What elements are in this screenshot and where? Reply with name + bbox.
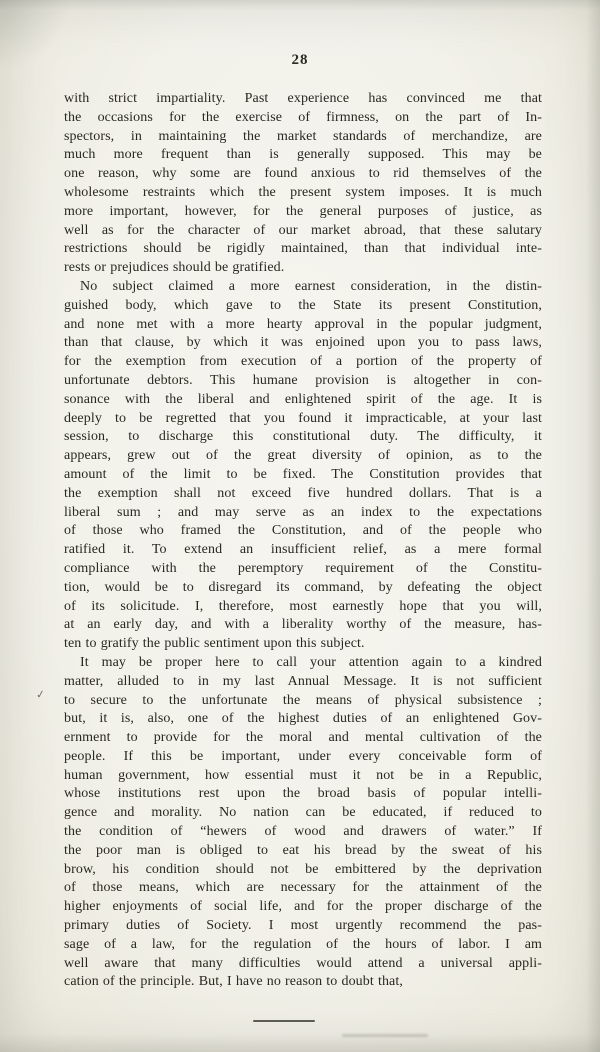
text-line: sage of a law, for the regulation of the hours of labor. I am: [64, 936, 542, 952]
text-line: one reason, why some are found anxious to rid themselves of the: [64, 166, 542, 182]
text-line: higher enjoyments of social life, and for the proper discharge of the: [64, 899, 542, 915]
text-line: cation of the principle. But, I have no reason to doubt that,: [64, 974, 403, 990]
text-line: brow, his condition should not be embittered by the deprivation: [64, 861, 542, 877]
text-line: the exemption shall not exceed five hundred dollars. That is a: [64, 485, 542, 501]
paragraph: [64, 278, 542, 654]
text-line: guished body, which gave to the State its present Constitution,: [64, 297, 542, 313]
text-line: much more frequent than is generally supposed. This may be: [64, 147, 542, 163]
text-line: It may be proper here to call your attention again to a kindred: [80, 654, 542, 670]
text-line: compliance with the peremptory requirement of the Constitu-: [64, 560, 542, 576]
text-line: people. If this be important, under every conceivable form of: [64, 748, 542, 764]
text-line: wholesome restraints which the present system imposes. It is much: [64, 184, 542, 200]
page-number: 28: [291, 52, 309, 68]
margin-check-mark: ✓: [35, 688, 47, 702]
text-line: more important, however, for the general purposes of justice, as: [64, 203, 542, 219]
text-line: matter, alluded to in my last Annual Message. It is not sufficient: [64, 673, 542, 689]
text-line: of its solicitude. I, therefore, most earnestly hope that you will,: [64, 598, 542, 614]
text-line: spectors, in maintaining the market standards of merchandize, are: [64, 128, 542, 144]
text-line: No subject claimed a more earnest consideration, in the distin-: [80, 278, 542, 294]
text-line: primary duties of Society. I most urgently recommend the pas-: [64, 918, 542, 934]
paragraph: [64, 654, 542, 992]
text-line: ten to gratify the public sentiment upon this subject.: [64, 636, 365, 652]
text-line: to secure to the unfortunate the means of physical subsistence ;: [64, 692, 542, 708]
text-line: for the exemption from execution of a portion of the property of: [64, 354, 542, 370]
text-line: rests or prejudices should be gratified.: [64, 260, 285, 276]
scan-artifact-smudge: [342, 1034, 428, 1037]
text-line: the occasions for the exercise of firmness, on the part of In-: [64, 109, 542, 125]
text-line: well as for the character of our market abroad, that these salutary: [64, 222, 542, 238]
text-line: than that clause, by which it was enjoined upon you to pass laws,: [64, 335, 542, 351]
document-text: [64, 90, 542, 992]
text-line: sonance with the liberal and enlightened spirit of the age. It is: [64, 391, 542, 407]
text-line: whose institutions rest upon the broad basis of popular intelli-: [64, 786, 542, 802]
text-line: of those means, which are necessary for the attainment of the: [64, 880, 542, 896]
text-line: and none met with a more hearty approval in the popular judgment,: [64, 316, 542, 332]
text-line: of those who framed the Constitution, and of the people who: [64, 523, 542, 539]
text-line: the condition of “hewers of wood and drawers of water.” If: [64, 824, 542, 840]
text-line: restrictions should be rigidly maintained, than that individual inte-: [64, 241, 542, 257]
text-line: ratified it. To extend an insufficient relief, as a mere formal: [64, 542, 542, 558]
paragraph: [64, 90, 542, 278]
text-line: session, to discharge this constitutional duty. The difficulty, it: [64, 429, 542, 445]
text-line: ernment to provide for the moral and mental cultivation of the: [64, 730, 542, 746]
text-line: appears, grew out of the great diversity of opinion, as to the: [64, 448, 542, 464]
text-line: but, it is, also, one of the highest duties of an enlightened Gov-: [64, 711, 542, 727]
text-line: amount of the limit to be fixed. The Constitution provides that: [64, 466, 542, 482]
text-line: deeply to be regretted that you found it impracticable, at your last: [64, 410, 542, 426]
text-line: gence and morality. No nation can be educated, if reduced to: [64, 805, 542, 821]
text-line: the poor man is obliged to eat his bread by the sweat of his: [64, 842, 542, 858]
text-line: with strict impartiality. Past experience has convinced me that: [64, 91, 542, 106]
scan-artifact-line: [253, 1020, 315, 1022]
text-line: well aware that many difficulties would attend a universal appli-: [64, 955, 542, 971]
text-line: tion, would be to disregard its command, by defeating the object: [64, 579, 542, 595]
text-line: liberal sum ; and may serve as an index to the expectations: [64, 504, 542, 520]
text-line: unfortunate debtors. This humane provision is altogether in con-: [64, 372, 542, 388]
text-line: at an early day, and with a liberality worthy of the measure, has-: [64, 617, 542, 633]
text-line: human government, how essential must it not be in a Republic,: [64, 767, 542, 783]
